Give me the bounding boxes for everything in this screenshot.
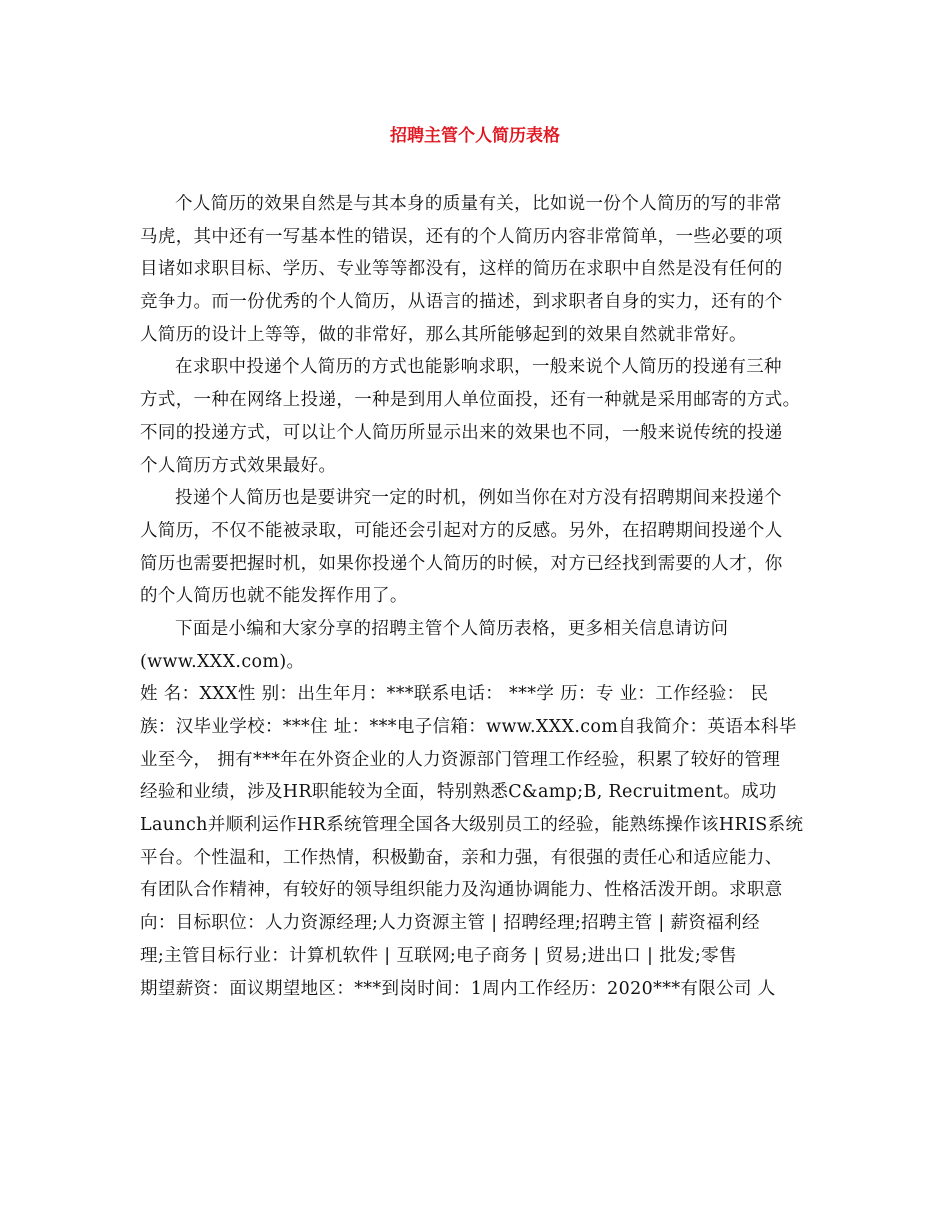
paragraph-line: 业至今， 拥有***年在外资企业的人力资源部门管理工作经验，积累了较好的管理 xyxy=(140,749,781,770)
paragraph-line: 平台。个性温和，工作热情，积极勤奋，亲和力强，有很强的责任心和适应能力、 xyxy=(140,847,783,868)
paragraph-line: 族：汉毕业学校：***住 址：***电子信箱：www.XXX.com自我简介：英语本科毕 xyxy=(140,717,797,737)
paragraph-line: 人简历，不仅不能被录取，可能还会引起对方的反感。另外，在招聘期间投递个人 xyxy=(140,520,783,541)
paragraph-line: 姓 名：XXX性 别：出生年月：***联系电话： ***学 历：专 业：工作经验： 民 xyxy=(140,684,769,705)
paragraph-line: 在求职中投递个人简历的方式也能影响求职，一般来说个人简历的投递有三种 xyxy=(175,357,782,378)
paragraph-line: 个人简历方式效果最好。 xyxy=(140,455,337,476)
paragraph-line: 下面是小编和大家分享的招聘主管个人简历表格，更多相关信息请访问 xyxy=(175,618,729,639)
paragraph-line: 人简历的设计上等等，做的非常好，那么其所能够起到的效果自然就非常好。 xyxy=(140,324,747,345)
paragraph-line: 简历也需要把握时机，如果你投递个人简历的时候，对方已经找到需要的人才，你 xyxy=(140,553,783,574)
paragraph-line: 个人简历的效果自然是与其本身的质量有关，比如说一份个人简历的写的非常 xyxy=(175,194,782,214)
paragraph-line: 目诸如求职目标、学历、专业等等都没有，这样的简历在求职中自然是没有任何的 xyxy=(140,259,783,280)
paragraph-line: 竞争力。而一份优秀的个人简历，从语言的描述，到求职者自身的实力，还有的个 xyxy=(140,292,783,313)
document-body xyxy=(140,188,815,1005)
document-title: 招聘主管个人简历表格 xyxy=(390,126,560,146)
paragraph-line: 不同的投递方式，可以让个人简历所显示出来的效果也不同，一般来说传统的投递 xyxy=(140,422,783,443)
paragraph-line: 向：目标职位：人力资源经理;人力资源主管 | 招聘经理;招聘主管 | 薪资福利经 xyxy=(140,913,760,934)
paragraph-line: 马虎，其中还有一写基本性的错误，还有的个人简历内容非常简单，一些必要的项 xyxy=(140,226,783,247)
paragraph-line: Launch并顺利运作HR系统管理全国各大级别员工的经验，能熟练操作该HRIS系统 xyxy=(140,815,804,836)
paragraph-line: 方式，一种在网络上投递，一种是到用人单位面投，还有一种就是采用邮寄的方式。 xyxy=(140,390,801,411)
paragraph-line: 有团队合作精神，有较好的领导组织能力及沟通协调能力、性格活泼开朗。求职意 xyxy=(140,880,783,901)
paragraph-line: 的个人简历也就不能发挥作用了。 xyxy=(140,586,408,607)
paragraph-line: 理;主管目标行业：计算机软件 | 互联网;电子商务 | 贸易;进出口 | 批发;零售 xyxy=(140,945,737,966)
paragraph-line: 经验和业绩，涉及HR职能较为全面，特别熟悉C&amp;B, Recruitment。成功 xyxy=(140,782,777,803)
paragraph-line: 期望薪资：面议期望地区：***到岗时间：1周内工作经历：2020***有限公司 人 xyxy=(140,978,776,999)
paragraph-line: 投递个人简历也是要讲究一定的时机，例如当你在对方没有招聘期间来投递个 xyxy=(175,488,782,509)
paragraph-line: (www.XXX.com)。 xyxy=(140,651,305,672)
